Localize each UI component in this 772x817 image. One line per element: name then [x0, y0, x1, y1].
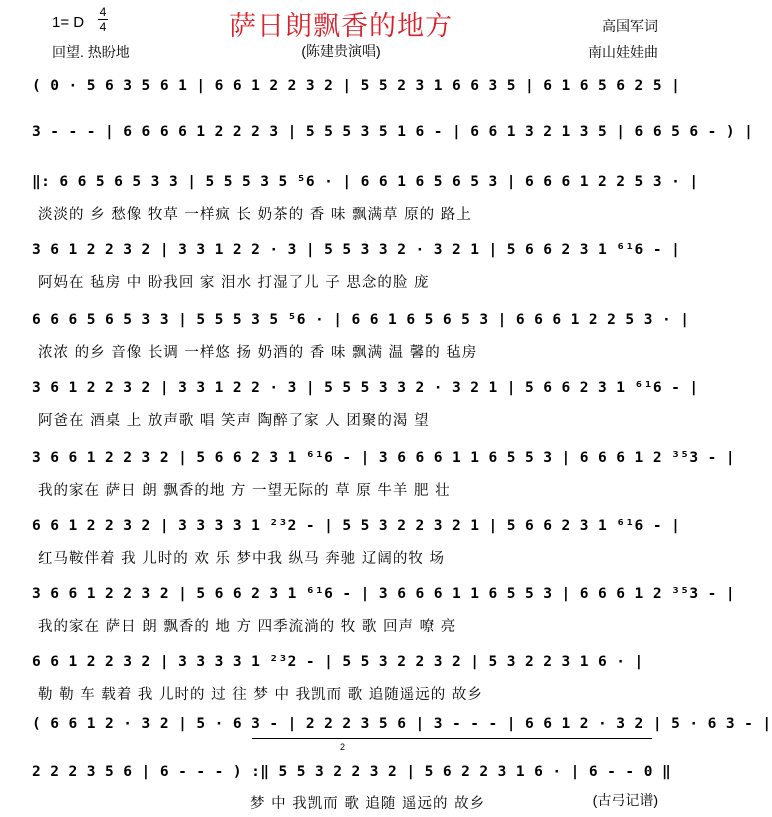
- lyricist: 高国军词: [602, 18, 658, 34]
- notation-line-12: 2 2 2 3 5 6 | 6 - - - ) :‖ 5 5 3 2 2 3 2 | 5 6 2 2 3 1 6 · | 6 - - 0 ‖: [32, 764, 672, 780]
- notation-line-3: ‖: 6 6 5 6 5 3 3 | 5 5 5 3 5 ⁵6 · | 6 6 1 6 5 6 5 3 | 6 6 6 1 2 2 5 3 · |: [32, 174, 699, 190]
- lyric-line-6: 阿爸在 酒桌 上 放声歌 唱 笑声 陶醉了家 人 团聚的渴 望: [38, 413, 430, 429]
- song-title: 萨日朗飘香的地方: [229, 11, 453, 42]
- volta-number: 2: [340, 742, 346, 752]
- notation-line-5: 6 6 6 5 6 5 3 3 | 5 5 5 3 5 ⁵6 · | 6 6 1 6 5 6 5 3 | 6 6 6 1 2 2 5 3 · |: [32, 312, 690, 328]
- performance-style: 回望. 热盼地: [52, 44, 130, 60]
- notation-line-10: 6 6 1 2 2 3 2 | 3 3 3 3 1 ²³2 - | 5 5 3 2 2 3 2 | 5 3 2 2 3 1 6 · |: [32, 654, 644, 670]
- notation-line-4: 3 6 1 2 2 3 2 | 3 3 1 2 2 · 3 | 5 5 3 3 2 · 3 2 1 | 5 6 6 2 3 1 ⁶¹6 - |: [32, 242, 681, 258]
- notation-line-11: ( 6 6 1 2 · 3 2 | 5 · 6 3 - | 2 2 2 3 5 6 | 3 - - - | 6 6 1 2 · 3 2 | 5 · 6 3 - |: [32, 716, 772, 732]
- notation-line-6: 3 6 1 2 2 3 2 | 3 3 1 2 2 · 3 | 5 5 5 3 3 2 · 3 2 1 | 5 6 6 2 3 1 ⁶¹6 - |: [32, 380, 699, 396]
- notation-line-7: 3 6 6 1 2 2 3 2 | 5 6 6 2 3 1 ⁶¹6 - | 3 6 6 6 1 1 6 5 5 3 | 6 6 6 1 2 ³⁵3 - |: [32, 450, 735, 466]
- transcriber-credit: (古弓记谱): [592, 792, 658, 808]
- lyric-line-7: 我的家在 萨日 朗 飘香的地 方 一望无际的 草 原 牛羊 肥 壮: [38, 483, 451, 499]
- lyric-line-5: 浓浓 的乡 音像 长调 一样悠 扬 奶酒的 香 味 飘满 温 馨的 毡房: [38, 345, 478, 361]
- lyric-line-8: 红马鞍伴着 我 儿时的 欢 乐 梦中我 纵马 奔驰 辽阔的牧 场: [38, 551, 445, 567]
- singer: (陈建贵演唱): [301, 43, 381, 59]
- lyric-line-9: 我的家在 萨日 朗 飘香的 地 方 四季流淌的 牧 歌 回声 嘹 亮: [38, 619, 457, 635]
- lyric-line-12: 梦 中 我凯而 歌 追随 遥远的 故乡: [250, 796, 486, 812]
- time-sig-top: 4: [99, 5, 107, 19]
- key-signature: 1= D: [52, 14, 85, 31]
- composer: 南山娃娃曲: [588, 44, 658, 60]
- time-sig-bottom: 4: [99, 20, 107, 34]
- lyric-line-10: 勒 勒 车 载着 我 儿时的 过 往 梦 中 我凯而 歌 追随遥远的 故乡: [38, 687, 483, 703]
- notation-line-9: 3 6 6 1 2 2 3 2 | 5 6 6 2 3 1 ⁶¹6 - | 3 6 6 6 1 1 6 5 5 3 | 6 6 6 1 2 ³⁵3 - |: [32, 586, 735, 602]
- notation-line-1: ( 0 · 5 6 3 5 6 1 | 6 6 1 2 2 3 2 | 5 5 2 3 1 6 6 3 5 | 6 1 6 5 6 2 5 |: [32, 78, 681, 94]
- lyric-line-4: 阿妈在 毡房 中 盼我回 家 泪水 打湿了儿 子 思念的脸 庞: [38, 275, 430, 291]
- lyric-line-3: 淡淡的 乡 愁像 牧草 一样疯 长 奶茶的 香 味 飘满草 原的 路上: [38, 207, 472, 223]
- notation-line-2: 3 - - - | 6 6 6 6 1 2 2 2 3 | 5 5 5 3 5 1 6 - | 6 6 1 3 2 1 3 5 | 6 6 5 6 - ) |: [32, 124, 754, 140]
- volta-bracket: [252, 738, 652, 749]
- notation-line-8: 6 6 1 2 2 3 2 | 3 3 3 3 1 ²³2 - | 5 5 3 2 2 3 2 1 | 5 6 6 2 3 1 ⁶¹6 - |: [32, 518, 681, 534]
